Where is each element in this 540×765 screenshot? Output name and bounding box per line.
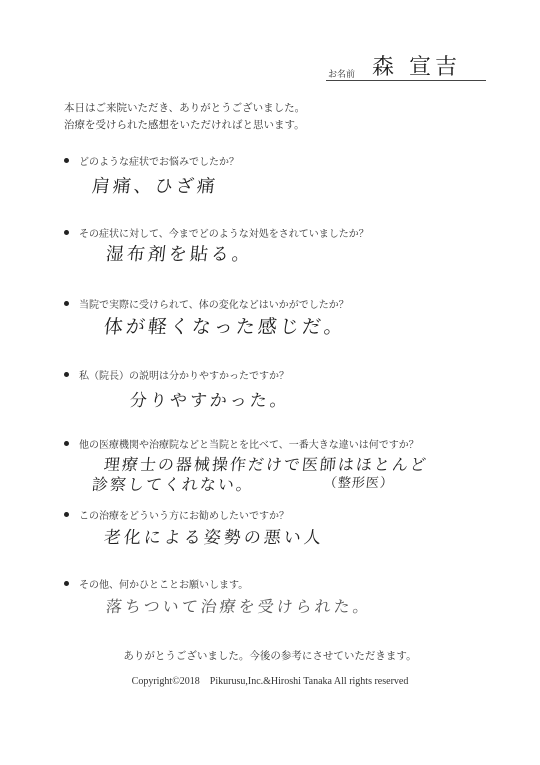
intro-line-1: 本日はご来院いただき、ありがとうございました。 (64, 102, 306, 114)
answer-6: 老化による姿勢の悪い人 (102, 528, 325, 548)
bullet-icon (64, 372, 69, 377)
patient-name: 森 宣吉 (372, 55, 461, 80)
question-text: どのような症状でお悩みでしたか？ (79, 157, 239, 168)
answer-1: 肩痛、ひざ痛 (90, 176, 219, 197)
answer-5-line-1: 理療士の器械操作だけで医師はほとんど (102, 455, 429, 474)
name-label: お名前 (328, 70, 356, 80)
question-1 (64, 153, 504, 168)
copyright-text: Copyright©2018 Pikurusu,Inc.&Hiroshi Tanaka All rights reserved (131, 676, 409, 687)
question-text: この治療をどういう方にお勧めしたいですか？ (79, 511, 289, 522)
bullet-icon (64, 581, 69, 586)
question-text: 他の医療機関や治療院などと当院とを比べて、一番大きな違いは何ですか？ (79, 440, 419, 451)
question-7 (64, 576, 504, 591)
question-text: 当院で実際に受けられて、体の変化などはいかがでしたか？ (79, 300, 349, 311)
question-6 (64, 507, 504, 522)
bullet-icon (64, 230, 69, 235)
bullet-icon (64, 158, 69, 163)
bullet-icon (64, 301, 69, 306)
intro-line-2: 治療を受けられた感想をいただければと思います。 (64, 119, 305, 131)
intro-text (64, 100, 305, 134)
question-text: その症状に対して、今までどのような対処をされていましたか？ (79, 229, 369, 240)
answer-7: 落ちついて治療を受けられた。 (104, 597, 373, 616)
answer-3: 体が軽くなった感じだ。 (102, 316, 348, 338)
question-text: その他、何かひとことお願いします。 (79, 580, 249, 591)
name-underline (326, 80, 486, 81)
question-4 (64, 367, 504, 382)
question-3 (64, 296, 504, 311)
answer-5-note: （整形医） (323, 476, 395, 491)
answer-2: 湿布剤を貼る。 (104, 244, 254, 265)
question-5 (64, 436, 504, 451)
question-text: 私（院長）の説明は分かりやすかったですか？ (79, 371, 289, 382)
question-2 (64, 225, 504, 240)
answer-5-line-2: 診察してくれない。 (90, 475, 255, 494)
bullet-icon (64, 512, 69, 517)
thanks-text: ありがとうございました。今後の参考にさせていただきます。 (123, 650, 417, 662)
answer-4: 分りやすかった。 (128, 391, 291, 411)
bullet-icon (64, 441, 69, 446)
name-block (326, 50, 486, 82)
